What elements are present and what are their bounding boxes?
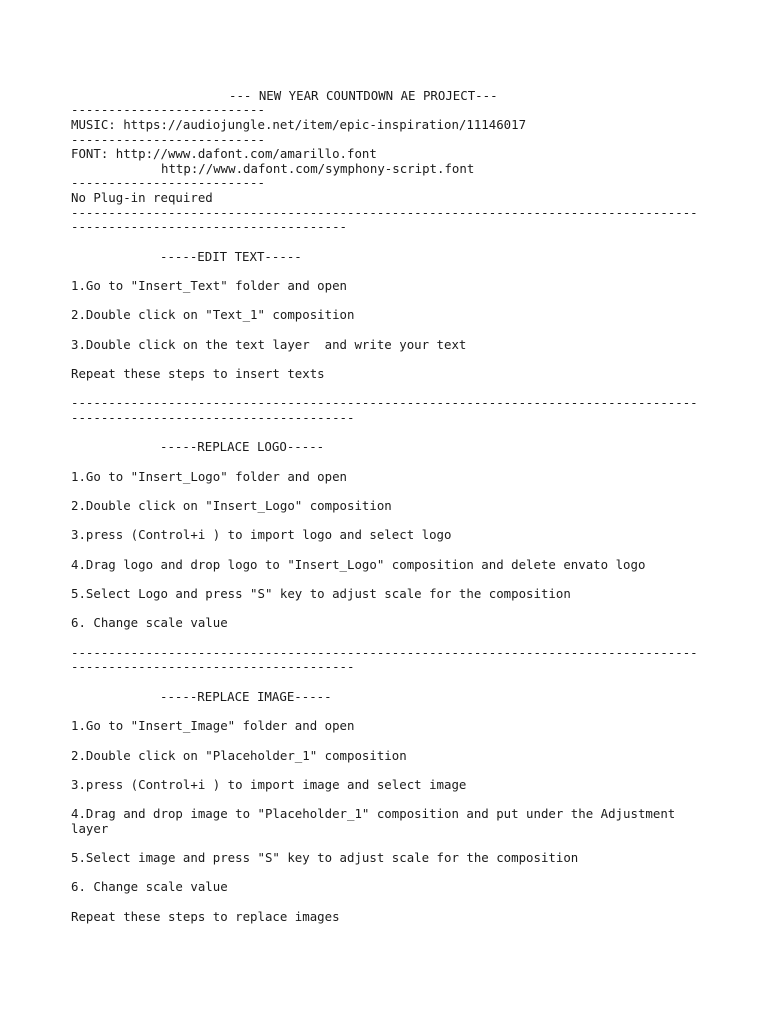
replace-logo-step-4: 4.Drag logo and drop logo to "Insert_Logo" composition and delete envato logo bbox=[71, 557, 646, 572]
replace-image-step-5: 5.Select image and press "S" key to adjust scale for the composition bbox=[71, 850, 579, 865]
section-rule: ------------------------------------------------------------------------------------ bbox=[71, 205, 698, 220]
short-rule: -------------------------- bbox=[71, 102, 265, 117]
section-rule: ------------------------------------------------------------------------------------ bbox=[71, 645, 698, 660]
replace-image-step-2: 2.Double click on "Placeholder_1" composition bbox=[71, 748, 407, 763]
replace-image-step-6: 6. Change scale value bbox=[71, 879, 228, 894]
section-rule-continued: ------------------------------------- bbox=[71, 219, 348, 234]
short-rule: -------------------------- bbox=[71, 132, 265, 147]
font-line-2: http://www.dafont.com/symphony-script.font bbox=[161, 161, 475, 176]
font-line-1: FONT: http://www.dafont.com/amarillo.font bbox=[71, 146, 377, 161]
edit-text-heading: -----EDIT TEXT----- bbox=[160, 249, 302, 264]
document-title: --- NEW YEAR COUNTDOWN AE PROJECT--- bbox=[229, 88, 498, 103]
replace-image-repeat: Repeat these steps to replace images bbox=[71, 909, 340, 924]
edit-text-step-2: 2.Double click on "Text_1" composition bbox=[71, 307, 355, 322]
replace-logo-step-5: 5.Select Logo and press "S" key to adjust scale for the composition bbox=[71, 586, 571, 601]
section-rule-continued: -------------------------------------- bbox=[71, 659, 355, 674]
replace-logo-step-1: 1.Go to "Insert_Logo" folder and open bbox=[71, 469, 348, 484]
short-rule: -------------------------- bbox=[71, 175, 265, 190]
replace-logo-step-3: 3.press (Control+i ) to import logo and select logo bbox=[71, 527, 452, 542]
replace-image-step-4-part-2: layer bbox=[71, 821, 109, 836]
replace-image-step-1: 1.Go to "Insert_Image" folder and open bbox=[71, 718, 355, 733]
replace-image-step-4-part-1: 4.Drag and drop image to "Placeholder_1" composition and put under the Adjustment bbox=[71, 806, 676, 821]
replace-image-step-3: 3.press (Control+i ) to import image and select image bbox=[71, 777, 467, 792]
plugin-note: No Plug-in required bbox=[71, 190, 213, 205]
edit-text-step-1: 1.Go to "Insert_Text" folder and open bbox=[71, 278, 348, 293]
section-rule-continued: -------------------------------------- bbox=[71, 410, 355, 425]
replace-logo-heading: -----REPLACE LOGO----- bbox=[160, 439, 325, 454]
edit-text-step-3: 3.Double click on the text layer and write your text bbox=[71, 337, 467, 352]
section-rule: ------------------------------------------------------------------------------------ bbox=[71, 395, 698, 410]
music-line: MUSIC: https://audiojungle.net/item/epic-inspiration/11146017 bbox=[71, 117, 527, 132]
replace-logo-step-6: 6. Change scale value bbox=[71, 615, 228, 630]
edit-text-repeat: Repeat these steps to insert texts bbox=[71, 366, 325, 381]
replace-image-heading: -----REPLACE IMAGE----- bbox=[160, 689, 332, 704]
replace-logo-step-2: 2.Double click on "Insert_Logo" composition bbox=[71, 498, 392, 513]
